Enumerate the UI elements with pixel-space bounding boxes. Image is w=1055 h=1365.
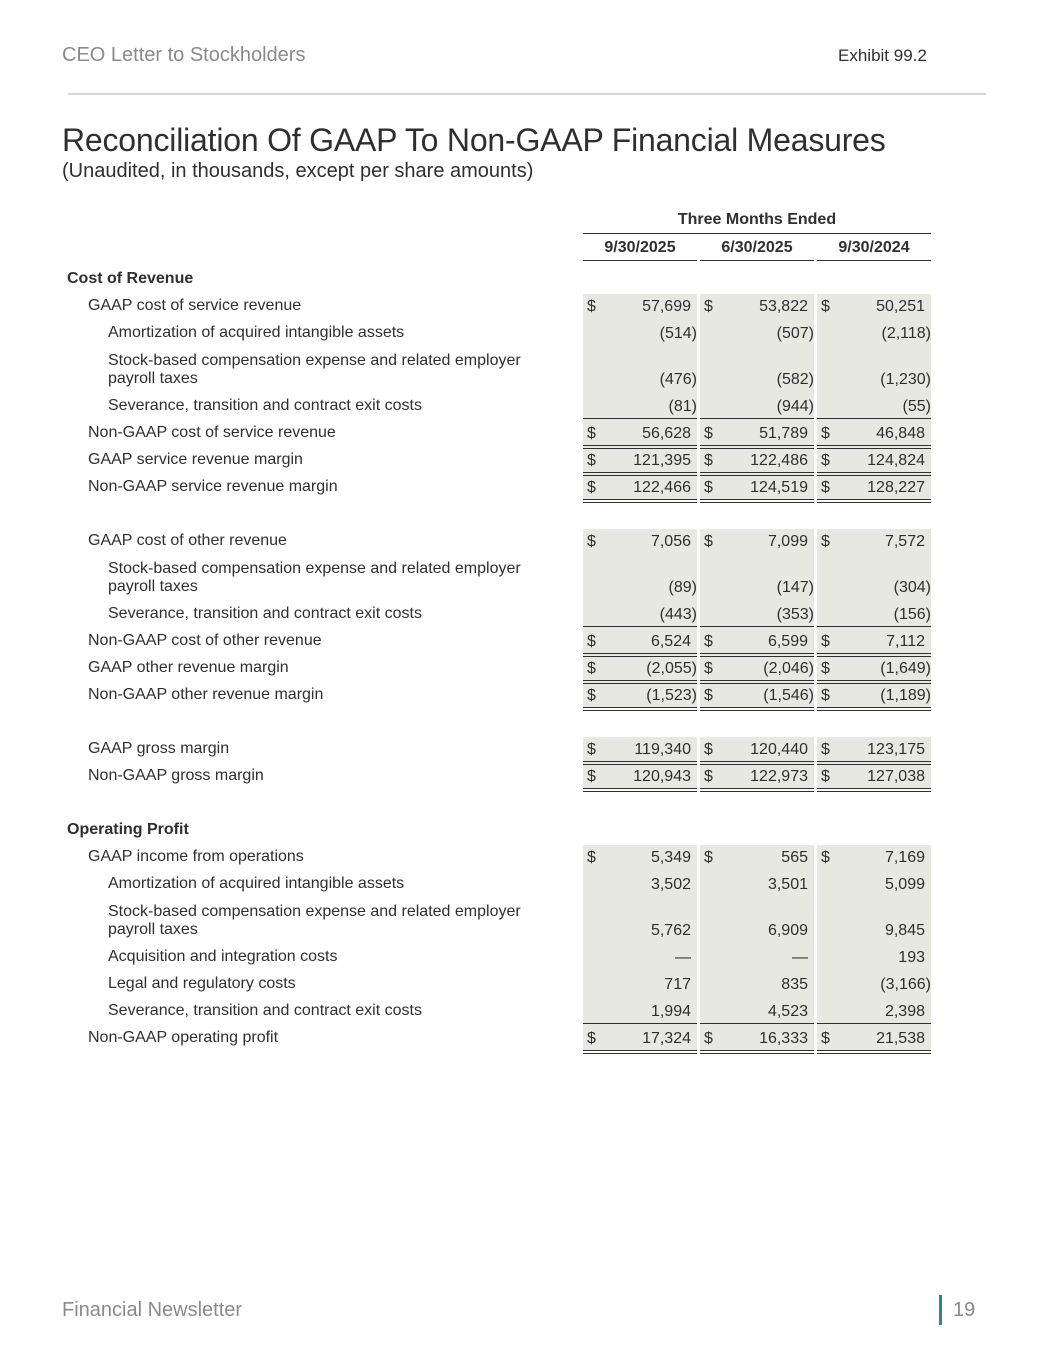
section-title: Cost of Revenue [67, 270, 194, 287]
cell-value: (514) [659, 325, 697, 342]
section-title: Operating Profit [67, 821, 189, 838]
row-label: Amortization of acquired intangible assets [108, 875, 405, 892]
cell-value: (1,189) [880, 687, 931, 704]
cell-value: 119,340 [634, 741, 691, 758]
currency-symbol: $ [587, 849, 596, 866]
currency-symbol: $ [587, 741, 596, 758]
value-cell [817, 291, 931, 318]
value-cell [583, 318, 697, 345]
value-cell [700, 996, 814, 1024]
cell-value: (944) [776, 398, 814, 415]
value-cell [817, 345, 931, 391]
value-cell [700, 391, 814, 419]
section-header [0, 815, 1055, 842]
value-cell [700, 318, 814, 345]
cell-value: 3,501 [767, 876, 808, 893]
cell-value: 21,538 [876, 1030, 925, 1047]
currency-symbol: $ [704, 298, 713, 315]
cell-value: 5,349 [650, 849, 691, 866]
row-label: Stock-based compensation expense and related employer payroll taxes [108, 560, 521, 595]
row-label: Severance, transition and contract exit costs [108, 605, 422, 622]
table-row [0, 526, 1055, 553]
table-row [0, 553, 1055, 599]
cell-value: 7,099 [767, 533, 808, 550]
value-cell [817, 391, 931, 419]
value-cell [700, 869, 814, 896]
table-row [0, 680, 1055, 707]
cell-value: (304) [893, 579, 931, 596]
row-label: Non-GAAP cost of service revenue [88, 424, 336, 441]
table-row [0, 391, 1055, 418]
row-label: Stock-based compensation expense and related employer payroll taxes [108, 352, 521, 387]
cell-value: (3,166) [880, 976, 931, 993]
table-row [0, 445, 1055, 472]
cell-value: (353) [776, 606, 814, 623]
row-label: Amortization of acquired intangible assets [108, 324, 405, 341]
currency-symbol: $ [587, 425, 596, 442]
cell-value: (2,046) [763, 660, 814, 677]
currency-symbol: $ [821, 741, 830, 758]
value-cell [583, 896, 697, 942]
row-label: GAAP gross margin [88, 740, 230, 757]
table-row [0, 761, 1055, 788]
value-cell [700, 291, 814, 318]
currency-symbol: $ [821, 660, 830, 677]
currency-symbol: $ [704, 768, 713, 785]
cell-value: 17,324 [642, 1030, 691, 1047]
cell-value: 51,789 [759, 425, 808, 442]
value-cell [583, 942, 697, 969]
cell-value: 123,175 [867, 741, 925, 758]
cell-value: 122,486 [750, 452, 808, 469]
cell-value: (147) [776, 579, 814, 596]
currency-symbol: $ [587, 479, 596, 496]
value-cell [583, 526, 697, 553]
section-header [0, 264, 1055, 291]
spacer-row [0, 788, 1055, 815]
value-cell [817, 942, 931, 969]
currency-symbol: $ [704, 479, 713, 496]
currency-symbol: $ [821, 452, 830, 469]
value-cell [817, 969, 931, 996]
cell-value: 57,699 [642, 298, 691, 315]
cell-value: (443) [659, 606, 697, 623]
table-row [0, 942, 1055, 969]
value-cell [817, 1023, 931, 1054]
table-row [0, 869, 1055, 896]
cell-value: (507) [776, 325, 814, 342]
currency-symbol: $ [587, 1030, 596, 1047]
value-cell [583, 996, 697, 1024]
currency-symbol: $ [704, 741, 713, 758]
cell-value: (1,230) [880, 371, 931, 388]
table-row [0, 599, 1055, 626]
period-header: Three Months Ended [583, 211, 931, 234]
cell-value: 46,848 [876, 425, 925, 442]
currency-symbol: $ [587, 660, 596, 677]
table-row [0, 896, 1055, 942]
cell-value: 120,943 [633, 768, 691, 785]
cell-value: 7,169 [884, 849, 925, 866]
cell-value: 122,973 [750, 768, 808, 785]
currency-symbol: $ [704, 660, 713, 677]
row-label: Severance, transition and contract exit costs [108, 397, 422, 414]
currency-symbol: $ [704, 452, 713, 469]
column-header-2: 6/30/2025 [700, 239, 814, 261]
cell-value: (2,118) [881, 325, 931, 342]
value-cell [583, 553, 697, 599]
value-cell [817, 553, 931, 599]
value-cell [583, 345, 697, 391]
page-number: 19 [953, 1299, 976, 1321]
column-header-3: 9/30/2024 [817, 239, 931, 261]
page-subtitle: (Unaudited, in thousands, except per share amounts) [62, 160, 534, 182]
cell-value: 565 [781, 849, 808, 866]
cell-value: 193 [898, 949, 925, 966]
currency-symbol: $ [704, 633, 713, 650]
cell-value: 120,440 [750, 741, 808, 758]
cell-value: 717 [664, 976, 691, 993]
cell-value: 2,398 [884, 1003, 925, 1020]
value-cell [700, 942, 814, 969]
currency-symbol: $ [821, 1030, 830, 1047]
currency-symbol: $ [587, 768, 596, 785]
currency-symbol: $ [587, 452, 596, 469]
value-cell [700, 526, 814, 553]
currency-symbol: $ [704, 1030, 713, 1047]
currency-symbol: $ [821, 479, 830, 496]
currency-symbol: $ [821, 687, 830, 704]
row-label: Acquisition and integration costs [108, 948, 338, 965]
table-row [0, 969, 1055, 996]
currency-symbol: $ [821, 425, 830, 442]
value-cell [583, 391, 697, 419]
header-divider [68, 93, 986, 95]
currency-symbol: $ [821, 298, 830, 315]
cell-value: — [792, 949, 808, 966]
row-label: GAAP cost of other revenue [88, 532, 287, 549]
value-cell [817, 869, 931, 896]
value-cell [700, 969, 814, 996]
cell-value: (2,055) [646, 660, 697, 677]
cell-value: 4,523 [767, 1003, 808, 1020]
row-label: GAAP other revenue margin [88, 659, 289, 676]
cell-value: 16,333 [759, 1030, 808, 1047]
currency-symbol: $ [587, 633, 596, 650]
currency-symbol: $ [821, 533, 830, 550]
cell-value: 7,112 [886, 633, 925, 650]
table-row [0, 626, 1055, 653]
cell-value: (1,546) [763, 687, 814, 704]
cell-value: 50,251 [876, 298, 925, 315]
value-cell [583, 1023, 697, 1054]
cell-value: (81) [668, 398, 697, 415]
table-row [0, 418, 1055, 445]
cell-value: 5,762 [650, 922, 691, 939]
row-label: Stock-based compensation expense and related employer payroll taxes [108, 903, 521, 938]
cell-value: 124,519 [750, 479, 808, 496]
cell-value: 6,599 [767, 633, 808, 650]
currency-symbol: $ [704, 849, 713, 866]
value-cell [817, 896, 931, 942]
value-cell [700, 345, 814, 391]
footer-accent-bar [939, 1295, 942, 1325]
value-cell [583, 869, 697, 896]
cell-value: 1,994 [650, 1003, 691, 1020]
row-label: Legal and regulatory costs [108, 975, 296, 992]
value-cell [583, 969, 697, 996]
currency-symbol: $ [587, 533, 596, 550]
value-cell [700, 553, 814, 599]
table-row [0, 345, 1055, 391]
column-header-1: 9/30/2025 [583, 239, 697, 261]
footer-title: Financial Newsletter [62, 1299, 243, 1321]
header-title: CEO Letter to Stockholders [62, 44, 306, 66]
spacer-row [0, 707, 1055, 734]
row-label: Non-GAAP operating profit [88, 1029, 279, 1046]
value-cell [700, 842, 814, 869]
currency-symbol: $ [821, 849, 830, 866]
cell-value: 56,628 [642, 425, 691, 442]
cell-value: (89) [668, 579, 697, 596]
cell-value: 53,822 [759, 298, 808, 315]
cell-value: 7,572 [884, 533, 925, 550]
cell-value: 124,824 [867, 452, 925, 469]
currency-symbol: $ [704, 425, 713, 442]
cell-value: 835 [781, 976, 808, 993]
table-row [0, 291, 1055, 318]
table-row [0, 842, 1055, 869]
value-cell [583, 291, 697, 318]
value-cell [817, 599, 931, 627]
cell-value: (476) [659, 371, 697, 388]
currency-symbol: $ [821, 768, 830, 785]
value-cell [817, 996, 931, 1024]
row-label: GAAP cost of service revenue [88, 297, 302, 314]
currency-symbol: $ [587, 298, 596, 315]
cell-value: (1,523) [646, 687, 697, 704]
cell-value: 5,099 [884, 876, 925, 893]
cell-value: 3,502 [650, 876, 691, 893]
cell-value: (156) [893, 606, 931, 623]
exhibit-label: Exhibit 99.2 [838, 46, 927, 65]
page-title: Reconciliation Of GAAP To Non-GAAP Financial Measures [62, 122, 886, 158]
currency-symbol: $ [821, 633, 830, 650]
spacer-row [0, 499, 1055, 526]
cell-value: (582) [776, 371, 814, 388]
value-cell [583, 599, 697, 627]
currency-symbol: $ [587, 687, 596, 704]
row-label: GAAP income from operations [88, 848, 304, 865]
table-row [0, 996, 1055, 1023]
row-label: Non-GAAP other revenue margin [88, 686, 324, 703]
currency-symbol: $ [704, 533, 713, 550]
table-row [0, 318, 1055, 345]
value-cell [817, 842, 931, 869]
cell-value: 6,524 [650, 633, 691, 650]
table-row [0, 1023, 1055, 1050]
row-label: GAAP service revenue margin [88, 451, 303, 468]
value-cell [700, 896, 814, 942]
row-label: Non-GAAP service revenue margin [88, 478, 338, 495]
cell-value: 7,056 [650, 533, 691, 550]
cell-value: 6,909 [767, 922, 808, 939]
cell-value: — [675, 949, 691, 966]
cell-value: (1,649) [880, 660, 931, 677]
currency-symbol: $ [704, 687, 713, 704]
value-cell [817, 318, 931, 345]
cell-value: 127,038 [867, 768, 925, 785]
value-cell [700, 599, 814, 627]
cell-value: (55) [902, 398, 931, 415]
value-cell [817, 526, 931, 553]
value-cell [583, 842, 697, 869]
table-row [0, 472, 1055, 499]
row-label: Non-GAAP cost of other revenue [88, 632, 322, 649]
cell-value: 121,395 [633, 452, 691, 469]
cell-value: 128,227 [867, 479, 925, 496]
row-label: Severance, transition and contract exit costs [108, 1002, 422, 1019]
cell-value: 9,845 [884, 922, 925, 939]
table-row [0, 734, 1055, 761]
value-cell [700, 1023, 814, 1054]
table-row [0, 653, 1055, 680]
cell-value: 122,466 [633, 479, 691, 496]
row-label: Non-GAAP gross margin [88, 767, 264, 784]
